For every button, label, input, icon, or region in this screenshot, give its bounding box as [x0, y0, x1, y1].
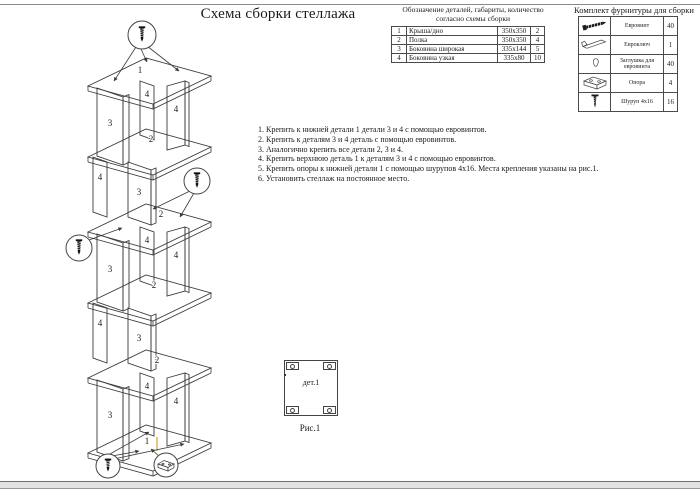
part-number-label: 2	[154, 355, 160, 366]
part-number-label: 3	[136, 187, 142, 198]
part-number-label: 4	[144, 89, 150, 100]
hardware-table-title: Комплект фурнитуры для сборки	[574, 5, 694, 15]
page-bottom-edge	[0, 481, 700, 489]
support-icon	[579, 74, 611, 93]
part-qty-cell: 10	[531, 54, 545, 63]
figure1-part-label: дет.1	[302, 378, 320, 387]
parts-table-title-line1: Обозначение деталей, габариты, количество	[402, 5, 544, 14]
part-number-label: 3	[107, 410, 113, 421]
instruction-step: 2. Крепить к деталям 3 и 4 деталь с помощью евровинтов.	[258, 134, 457, 144]
screw-icon	[579, 93, 611, 112]
hardware-qty-cell: 16	[664, 93, 678, 112]
part-number-label: 4	[144, 235, 150, 246]
part-name-cell: Крыша/дно	[407, 27, 498, 36]
part-name-cell: Полка	[407, 36, 498, 45]
part-number-label: 4	[97, 172, 103, 183]
hardware-table-row	[579, 55, 678, 74]
figure1-detail-square	[284, 360, 338, 416]
euro-screw-icon	[579, 17, 611, 36]
callout-line	[153, 191, 190, 209]
screw-plate-icon	[323, 362, 336, 370]
screw-hole-icon	[327, 364, 332, 369]
page-title: Схема сборки стеллажа	[200, 6, 356, 22]
parts-table	[391, 26, 545, 63]
part-number-label: 1	[137, 65, 143, 76]
part-size-cell: 350x350	[498, 36, 531, 45]
diagram-edge	[185, 227, 189, 293]
diagram-edge	[167, 227, 185, 296]
screw-plate-icon	[323, 406, 336, 414]
hardware-name-cell: Евроключ	[611, 36, 664, 55]
hardware-name-cell: Евровинт	[611, 17, 664, 36]
hex-key-icon	[579, 36, 611, 55]
diagram-edge	[185, 81, 189, 147]
screw-plate-icon	[286, 362, 299, 370]
part-number-label: 1	[144, 436, 150, 447]
screw-hole-icon	[327, 408, 332, 413]
figure1-caption: Рис.1	[299, 423, 321, 433]
hardware-name-cell: Шуруп 4x16	[611, 93, 664, 112]
parts-table-row	[392, 36, 545, 45]
part-number-cell: 2	[392, 36, 407, 45]
parts-table-row	[392, 54, 545, 63]
part-number-label: 2	[158, 209, 164, 220]
diagram-edge	[88, 350, 211, 396]
screw-hole-icon	[290, 408, 295, 413]
diagram-edge	[123, 95, 129, 166]
callout-line	[110, 432, 149, 454]
part-size-cell: 335x144	[498, 45, 531, 54]
part-size-cell: 335x80	[498, 54, 531, 63]
part-number-label: 3	[107, 264, 113, 275]
callout-line	[180, 193, 194, 217]
part-number-label: 3	[107, 118, 113, 129]
callout-line	[112, 451, 139, 456]
part-number-label: 4	[97, 318, 103, 329]
part-number-label: 2	[148, 134, 154, 145]
hardware-table-row	[579, 36, 678, 55]
part-name-cell: Боковина широкая	[407, 45, 498, 54]
hardware-qty-cell: 40	[664, 55, 678, 74]
instruction-step: 5. Крепить опоры к нижней детали 1 с помощью шурупов 4x16. Места крепления указаны на рис.1.	[258, 164, 599, 174]
diagram-edge	[93, 157, 107, 217]
parts-table-title	[383, 5, 563, 23]
diagram-edge	[123, 387, 129, 462]
hardware-table-row	[579, 93, 678, 112]
callout-line	[147, 46, 179, 71]
part-qty-cell: 4	[531, 36, 545, 45]
hardware-qty-cell: 40	[664, 17, 678, 36]
instruction-step: 3. Аналогично крепить все детали 2, 3 и 4.	[258, 144, 404, 154]
diagram-edge	[88, 58, 211, 104]
part-number-label: 4	[173, 396, 179, 407]
hardware-table	[578, 16, 678, 112]
part-number-label: 4	[173, 104, 179, 115]
edge-mark	[284, 374, 286, 376]
part-qty-cell: 2	[531, 27, 545, 36]
part-qty-cell: 5	[531, 45, 545, 54]
parts-table-row	[392, 27, 545, 36]
hardware-qty-cell: 4	[664, 74, 678, 93]
part-number-cell: 4	[392, 54, 407, 63]
part-number-label: 3	[136, 333, 142, 344]
instruction-step: 1. Крепить к нижней детали 1 детали 3 и 4 с помощью евровинтов.	[258, 125, 487, 134]
instruction-step: 4. Крепить верхнюю деталь 1 к деталям 3 и 4 с помощью евровинтов.	[258, 154, 496, 164]
diagram-edge	[167, 81, 185, 150]
instruction-step: 6. Установить стеллаж на постоянное место.	[258, 173, 410, 183]
part-size-cell: 350x350	[498, 27, 531, 36]
part-name-cell: Боковина узкая	[407, 54, 498, 63]
hardware-table-row	[579, 74, 678, 93]
diagram-edge	[123, 241, 129, 312]
part-number-label: 4	[173, 250, 179, 261]
hardware-name-cell: Заглушка для евровинта	[611, 55, 664, 74]
diagram-edge	[88, 204, 211, 250]
part-number-label: 4	[144, 381, 150, 392]
diagram-edge	[88, 275, 211, 321]
shelf-assembly-diagram	[50, 15, 235, 485]
diagram-edge	[151, 168, 156, 225]
diagram-edge	[93, 303, 107, 363]
assembly-instructions	[258, 125, 598, 184]
hardware-name-cell: Опора	[611, 74, 664, 93]
part-number-cell: 3	[392, 45, 407, 54]
part-number-cell: 1	[392, 27, 407, 36]
screw-plate-icon	[286, 406, 299, 414]
screw-hole-icon	[290, 364, 295, 369]
parts-table-title-line2: согласно схемы сборки	[436, 14, 510, 23]
hardware-table-row	[579, 17, 678, 36]
parts-table-row	[392, 45, 545, 54]
part-number-label: 2	[151, 280, 157, 291]
hardware-qty-cell: 1	[664, 36, 678, 55]
cap-icon	[579, 55, 611, 74]
